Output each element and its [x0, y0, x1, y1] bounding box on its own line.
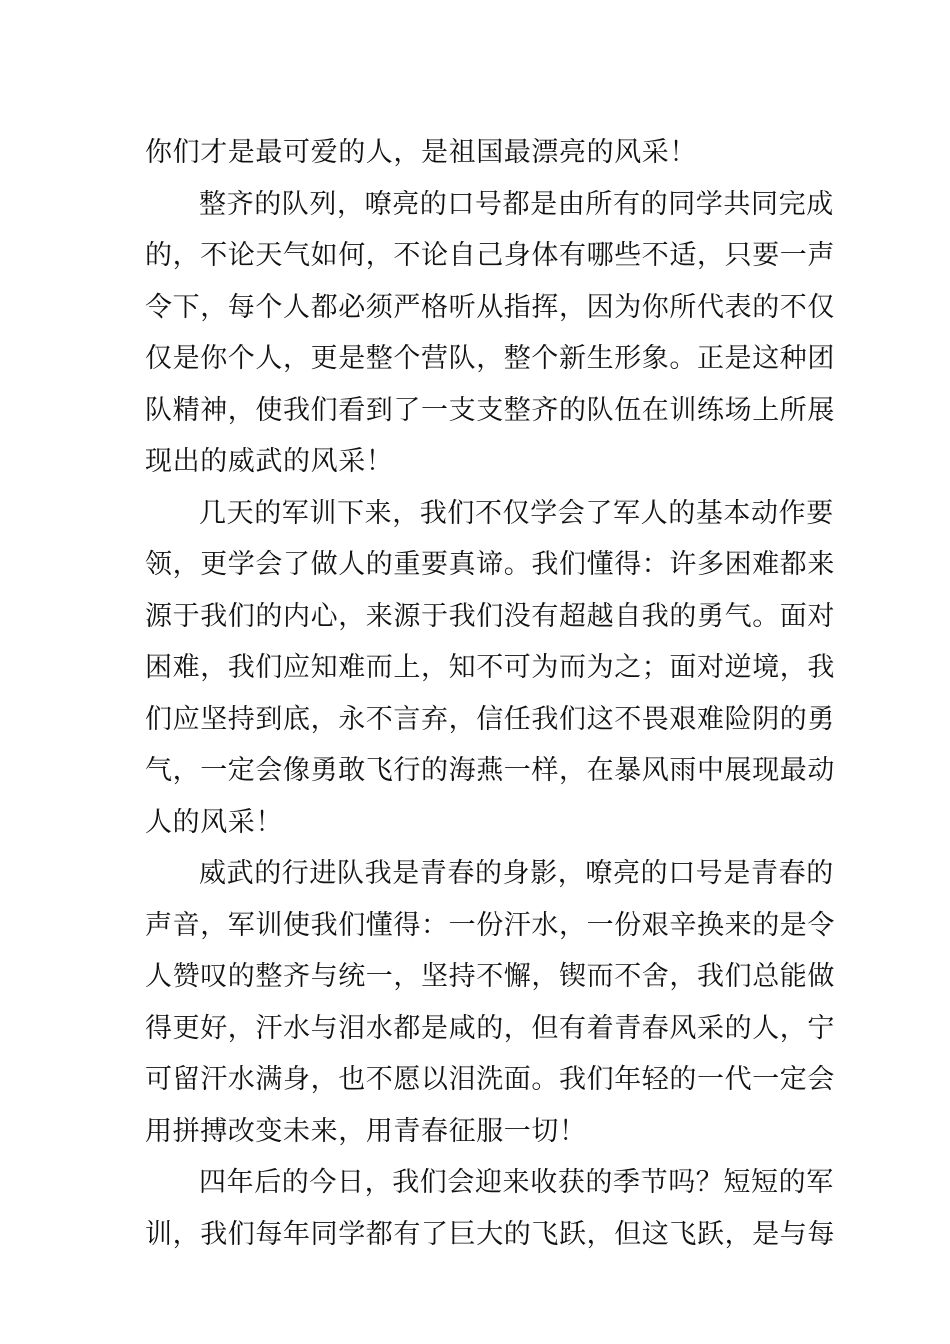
text-line: 困难，我们应知难而上，知不可为而为之；面对逆境，我: [145, 652, 835, 683]
text-line: 仅是你个人，更是整个营队，整个新生形象。正是这种团: [145, 343, 835, 374]
paragraph-1: [145, 127, 807, 179]
text-line: 的，不论天气如何，不论自己身体有哪些不适，只要一声: [145, 240, 835, 271]
text-line: 队精神，使我们看到了一支支整齐的队伍在训练场上所展: [145, 394, 835, 426]
text-line: 们应坚持到底，永不言弃，信任我们这不畏艰难险阴的勇: [145, 703, 835, 735]
text-line: 现出的威武的风采！: [145, 446, 394, 477]
text-line: 领，更学会了做人的重要真谛。我们懂得：许多困难都来: [145, 549, 835, 580]
text-line: 声音，军训使我们懂得：一份汗水，一份艰辛换来的是令: [145, 909, 835, 941]
text-line: 源于我们的内心，来源于我们没有超越自我的勇气。面对: [145, 600, 835, 632]
text-line: 四年后的今日，我们会迎来收获的季节吗？短短的军: [199, 1167, 834, 1198]
text-line: 你们才是最可爱的人，是祖国最漂亮的风采！: [145, 137, 697, 168]
paragraph-4: [145, 848, 835, 1157]
paragraph-5: [145, 1157, 835, 1260]
text-line: 威武的行进队我是青春的身影，嘹亮的口号是青春的: [199, 858, 834, 889]
document-body: [145, 127, 835, 1260]
text-line: 用拼搏改变未来，用青春征服一切！: [145, 1115, 587, 1147]
text-line: 训，我们每年同学都有了巨大的飞跃，但这飞跃，是与每: [145, 1218, 835, 1250]
text-line: 令下，每个人都必须严格听从指挥，因为你所代表的不仅: [145, 291, 835, 323]
text-line: 整齐的队列，嘹亮的口号都是由所有的同学共同完成: [199, 188, 834, 220]
text-line: 人赞叹的整齐与统一，坚持不懈，锲而不舍，我们总能做: [145, 961, 835, 992]
paragraph-2: [145, 179, 835, 488]
text-line: 可留汗水满身，也不愿以泪洗面。我们年轻的一代一定会: [145, 1064, 835, 1095]
text-line: 得更好，汗水与泪水都是咸的，但有着青春风采的人，宁: [145, 1012, 835, 1044]
text-line: 人的风采！: [145, 806, 283, 838]
paragraph-3: [145, 488, 835, 849]
text-line: 几天的军训下来，我们不仅学会了军人的基本动作要: [199, 497, 834, 529]
text-line: 气，一定会像勇敢飞行的海燕一样，在暴风雨中展现最动: [145, 755, 835, 786]
